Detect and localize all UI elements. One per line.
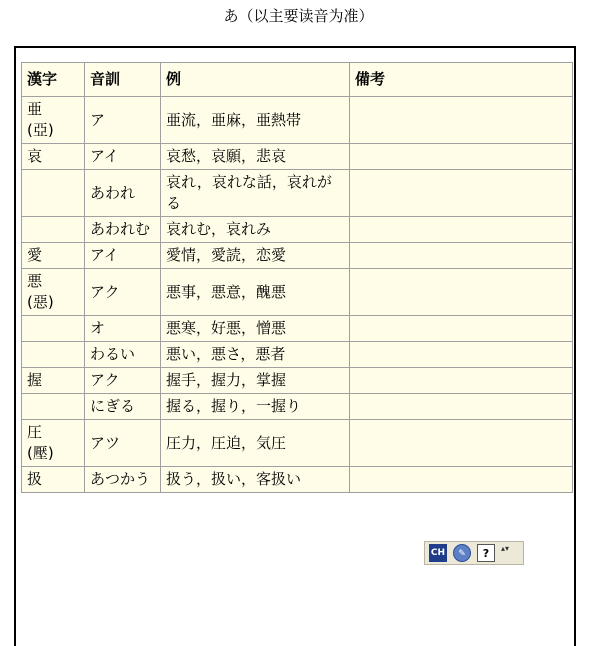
table-row — [22, 420, 573, 467]
table-row — [22, 368, 573, 394]
note-cell — [350, 144, 573, 170]
table-row — [22, 342, 573, 368]
example-cell: 亜流，亜麻，亜熱帯 — [161, 97, 350, 144]
reading-cell: あわれ — [85, 170, 161, 217]
table-row — [22, 269, 573, 316]
reading-cell: オ — [85, 316, 161, 342]
reading-cell: アイ — [85, 243, 161, 269]
table-row — [22, 217, 573, 243]
reading-cell: アツ — [85, 420, 161, 467]
table-row — [22, 144, 573, 170]
kanji-cell: 悪 (惡) — [22, 269, 85, 316]
note-cell — [350, 420, 573, 467]
reading-cell: あわれむ — [85, 217, 161, 243]
note-cell — [350, 97, 573, 144]
kanji-cell: 握 — [22, 368, 85, 394]
language-bar — [424, 541, 524, 565]
table-row — [22, 467, 573, 493]
example-cell: 悪寒，好悪，憎悪 — [161, 316, 350, 342]
header-kanji: 漢字 — [22, 63, 85, 97]
kanji-cell — [22, 170, 85, 217]
page-title: あ（以主要读音为准） — [223, 7, 374, 25]
note-cell — [350, 394, 573, 420]
table-row — [22, 97, 573, 144]
reading-cell: アク — [85, 368, 161, 394]
example-cell: 愛情，愛読，恋愛 — [161, 243, 350, 269]
kanji-cell — [22, 394, 85, 420]
table-row — [22, 170, 573, 217]
kanji-cell: 愛 — [22, 243, 85, 269]
header-example: 例 — [161, 63, 350, 97]
note-cell — [350, 243, 573, 269]
reading-cell: アク — [85, 269, 161, 316]
reading-cell: わるい — [85, 342, 161, 368]
example-cell: 握手，握力，掌握 — [161, 368, 350, 394]
table-row — [22, 394, 573, 420]
language-bar-ch-icon[interactable]: CH — [429, 544, 447, 562]
note-cell — [350, 316, 573, 342]
table-row — [22, 243, 573, 269]
note-cell — [350, 368, 573, 394]
reading-cell: アイ — [85, 144, 161, 170]
example-cell: 哀れむ，哀れみ — [161, 217, 350, 243]
example-cell: 哀愁，哀願，悲哀 — [161, 144, 350, 170]
header-note: 備考 — [350, 63, 573, 97]
table-row — [22, 316, 573, 342]
reading-cell: あつかう — [85, 467, 161, 493]
kanji-cell: 亜 (亞) — [22, 97, 85, 144]
reading-cell: にぎる — [85, 394, 161, 420]
note-cell — [350, 342, 573, 368]
options-arrow-icon[interactable]: ▴▾ — [501, 544, 510, 553]
kanji-cell: 圧 (壓) — [22, 420, 85, 467]
table-header-row — [22, 63, 573, 97]
note-cell — [350, 170, 573, 217]
example-cell: 悪い，悪さ，悪者 — [161, 342, 350, 368]
example-cell: 握る，握り，一握り — [161, 394, 350, 420]
header-reading: 音訓 — [85, 63, 161, 97]
example-cell: 圧力，圧迫，気圧 — [161, 420, 350, 467]
example-cell: 哀れ，哀れな話，哀れがる — [161, 170, 350, 217]
example-cell: 悪事，悪意，醜悪 — [161, 269, 350, 316]
note-cell — [350, 269, 573, 316]
note-cell — [350, 217, 573, 243]
kanji-cell — [22, 217, 85, 243]
kanji-cell: 扱 — [22, 467, 85, 493]
help-icon[interactable]: ? — [477, 544, 495, 562]
example-cell: 扱う，扱い，客扱い — [161, 467, 350, 493]
kanji-cell — [22, 316, 85, 342]
reading-cell: ア — [85, 97, 161, 144]
kanji-table — [21, 62, 573, 493]
ime-pad-icon[interactable]: ✎ — [453, 544, 471, 562]
kanji-cell: 哀 — [22, 144, 85, 170]
kanji-cell — [22, 342, 85, 368]
note-cell — [350, 467, 573, 493]
